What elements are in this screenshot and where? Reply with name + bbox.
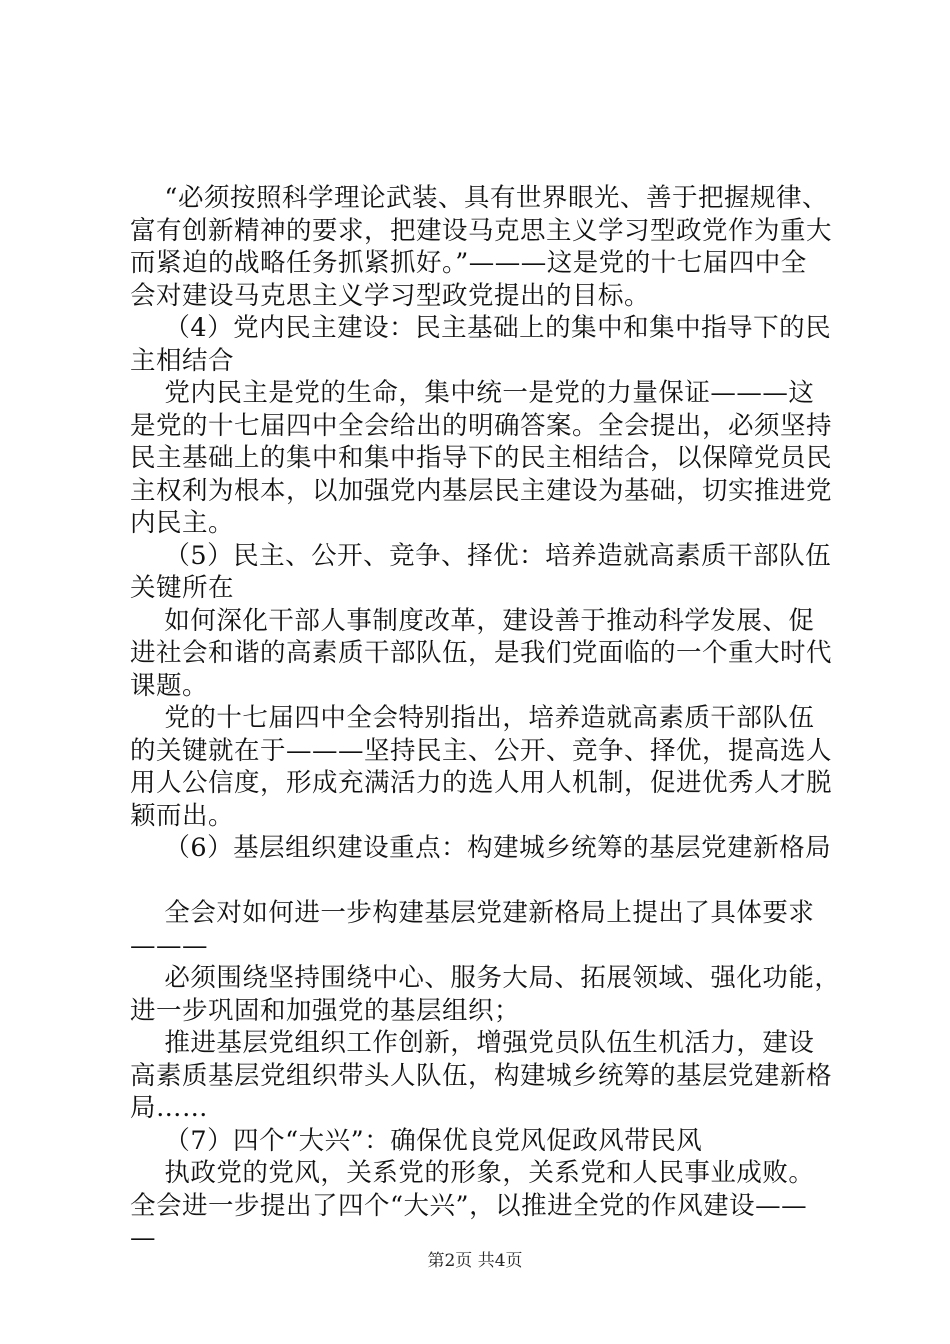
text-line: 如何深化干部人事制度改革，建设善于推动科学发展、促: [130, 605, 815, 636]
text-line: 党的十七届四中全会特别指出，培养造就高素质干部队伍: [130, 703, 815, 733]
text-line: ———: [130, 930, 208, 961]
text-line: “必须按照科学理论武装、具有世界眼光、善于把握规律、: [130, 183, 828, 213]
text-line: （6）基层组织建设重点：构建城乡统筹的基层党建新格局: [130, 833, 832, 863]
text-line: 党内民主是党的生命，集中统一是党的力量保证———这: [130, 378, 815, 408]
text-line: 主相结合: [130, 345, 235, 376]
text-line: （4）党内民主建设：民主基础上的集中和集中指导下的民: [130, 313, 832, 343]
text-line: 的关键就在于———坚持民主、公开、竞争、择优，提高选人: [130, 735, 833, 766]
text-line: 会对建设马克思主义学习型政党提出的目标。: [130, 280, 651, 311]
text-line: 关键所在: [130, 573, 235, 603]
text-line: 推进基层党组织工作创新，增强党员队伍生机活力，建设: [130, 1028, 815, 1058]
text-line: 高素质基层党组织带头人队伍，构建城乡统筹的基层党建新格: [130, 1060, 833, 1091]
text-line: 民主基础上的集中和集中指导下的民主相结合，以保障党员民: [130, 443, 833, 473]
text-line: 执政党的党风，关系党的形象，关系党和人民事业成败。: [130, 1158, 815, 1188]
text-line: 课题。: [130, 670, 209, 701]
text-line: 全会进一步提出了四个“大兴”，以推进全党的作风建设——: [130, 1190, 808, 1221]
text-line: —: [130, 1223, 156, 1253]
text-line: 用人公信度，形成充满活力的选人用人机制，促进优秀人才脱: [130, 768, 833, 798]
text-line: 而紧迫的战略任务抓紧抓好。”———这是党的十七届四中全: [130, 248, 807, 278]
text-line: 全会对如何进一步构建基层党建新格局上提出了具体要求: [130, 898, 815, 928]
text-line: 必须围绕坚持围绕中心、服务大局、拓展领域、强化功能，: [130, 963, 841, 993]
text-line: 进社会和谐的高素质干部队伍，是我们党面临的一个重大时代: [130, 638, 833, 668]
text-line: 主权利为根本，以加强党内基层民主建设为基础，切实推进党: [130, 475, 833, 506]
page-footer: 第2页 共4页: [427, 1251, 523, 1271]
text-line: 内民主。: [130, 508, 235, 538]
text-line: 富有创新精神的要求，把建设马克思主义学习型政党作为重大: [130, 215, 833, 246]
text-line: 进一步巩固和加强党的基层组织；: [130, 995, 521, 1026]
text-line: （5）民主、公开、竞争、择优：培养造就高素质干部队伍: [130, 540, 832, 571]
text-line: 局……: [130, 1093, 209, 1123]
text-line: 颖而出。: [130, 800, 235, 831]
text-line: （7）四个“大兴”：确保优良党风促政风带民风: [130, 1125, 703, 1156]
text-line: 是党的十七届四中全会给出的明确答案。全会提出，必须坚持: [130, 410, 833, 441]
